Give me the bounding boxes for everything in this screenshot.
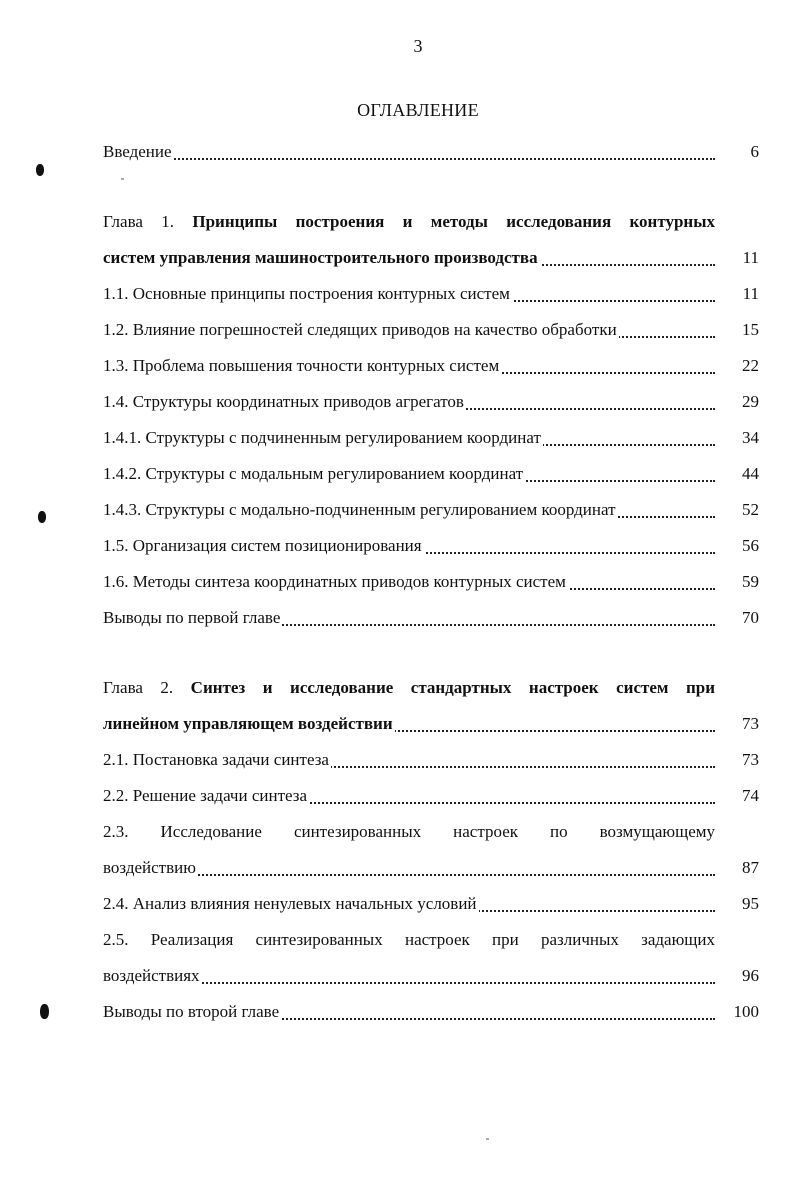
toc-entry-page: 59 (719, 564, 759, 600)
toc-entry[interactable] (103, 778, 759, 814)
chapter-1-title-line2: систем управления машиностроительного производства (103, 248, 538, 267)
toc-entry-page: 52 (719, 492, 759, 528)
toc-entry-page: 70 (719, 600, 759, 636)
table-of-contents (103, 134, 759, 1030)
binder-mark (40, 1004, 49, 1019)
toc-entry-label: 1.2. Влияние погрешностей следящих приводов на качество обработки (103, 320, 617, 339)
toc-entry[interactable] (103, 384, 759, 420)
toc-entry[interactable] (103, 456, 759, 492)
chapter-1-heading[interactable] (103, 204, 715, 240)
toc-entry-label: 1.6. Методы синтеза координатных приводов контурных систем (103, 572, 566, 591)
toc-entry[interactable] (103, 994, 759, 1030)
toc-entry-label-line2: воздействию (103, 858, 196, 877)
toc-entry[interactable] (103, 312, 759, 348)
toc-entry-page: 34 (719, 420, 759, 456)
toc-entry-label: 1.5. Организация систем позиционирования (103, 536, 422, 555)
toc-entry[interactable] (103, 276, 759, 312)
toc-entry-page: 87 (719, 850, 759, 886)
toc-entry-page: 15 (719, 312, 759, 348)
toc-entry-wrapped-cont[interactable] (103, 850, 759, 886)
toc-entry[interactable] (103, 528, 759, 564)
toc-entry[interactable] (103, 564, 759, 600)
toc-entry-label-line2: воздействиях (103, 966, 200, 985)
toc-entry-label: 1.4.3. Структуры с модально-подчиненным регулированием координат (103, 500, 616, 519)
toc-entry-label-line1: 2.3. Исследование синтезированных настроек по возмущающему (103, 822, 715, 841)
toc-entry[interactable] (103, 420, 759, 456)
chapter-1-page: 11 (719, 240, 759, 276)
chapter-1-title-line1: Принципы построения и методы исследования контурных (192, 212, 715, 231)
toc-entry-label: 1.3. Проблема повышения точности контурных систем (103, 356, 500, 375)
toc-entry-wrapped[interactable] (103, 922, 715, 958)
toc-entry-label: Выводы по второй главе (103, 1002, 280, 1021)
toc-entry-label: 2.1. Постановка задачи синтеза (103, 750, 329, 769)
scan-speck (486, 1138, 489, 1140)
toc-entry-page: 11 (719, 276, 759, 312)
toc-entry-page: 73 (719, 742, 759, 778)
toc-entry[interactable] (103, 600, 759, 636)
toc-entry-page: 74 (719, 778, 759, 814)
toc-entry-wrapped[interactable] (103, 814, 715, 850)
toc-entry-label: 1.4.1. Структуры с подчиненным регулированием координат (103, 428, 541, 447)
dot-leader (103, 158, 715, 160)
toc-entry-page: 56 (719, 528, 759, 564)
toc-entry-intro[interactable] (103, 134, 759, 170)
toc-entry-page: 44 (719, 456, 759, 492)
toc-entry-label: Введение (103, 142, 172, 161)
toc-entry-page: 22 (719, 348, 759, 384)
toc-entry[interactable] (103, 348, 759, 384)
toc-entry-label: 1.4. Структуры координатных приводов агрегатов (103, 392, 464, 411)
chapter-1-heading-cont[interactable] (103, 240, 759, 276)
toc-entry-page: 29 (719, 384, 759, 420)
toc-entry[interactable] (103, 742, 759, 778)
toc-entry-page: 96 (719, 958, 759, 994)
toc-entry-wrapped-cont[interactable] (103, 958, 759, 994)
binder-mark (36, 164, 44, 176)
page-number: 3 (413, 36, 423, 56)
toc-entry-label: 2.2. Решение задачи синтеза (103, 786, 308, 805)
toc-entry-page: 6 (719, 134, 759, 170)
chapter-2-prefix: Глава 2. (103, 678, 174, 697)
chapter-2-heading-cont[interactable] (103, 706, 759, 742)
toc-entry[interactable] (103, 886, 759, 922)
chapter-2-page: 73 (719, 706, 759, 742)
binder-mark (38, 511, 46, 523)
toc-entry-label: 1.1. Основные принципы построения контурных систем (103, 284, 510, 303)
toc-entry-label: 2.4. Анализ влияния ненулевых начальных условий (103, 894, 477, 913)
toc-entry-label: Выводы по первой главе (103, 608, 281, 627)
page-title: ОГЛАВЛЕНИЕ (357, 100, 479, 120)
chapter-1-prefix: Глава 1. (103, 212, 175, 231)
toc-entry-page: 100 (719, 994, 759, 1030)
toc-entry-label: 1.4.2. Структуры с модальным регулированием координат (103, 464, 524, 483)
toc-entry-page: 95 (719, 886, 759, 922)
chapter-2-title-line2: линейном управляющем воздействии (103, 714, 393, 733)
toc-entry[interactable] (103, 492, 759, 528)
scan-speck (121, 178, 124, 180)
chapter-2-title-line1: Синтез и исследование стандартных настроек систем при (190, 678, 715, 697)
toc-entry-label-line1: 2.5. Реализация синтезированных настроек при различных задающих (103, 930, 715, 949)
chapter-2-heading[interactable] (103, 670, 715, 706)
